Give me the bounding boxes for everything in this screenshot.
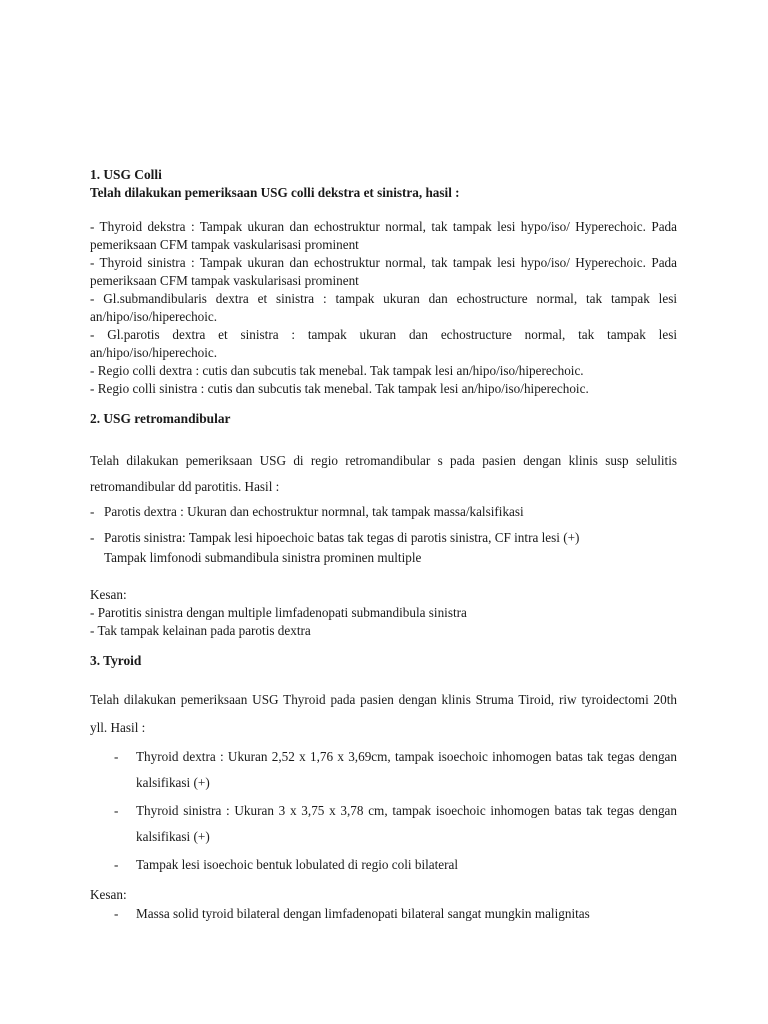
list-dash: - — [114, 749, 119, 764]
list-dash: - — [114, 906, 119, 921]
list-item-text: Thyroid dextra : Ukuran 2,52 x 1,76 x 3,69cm, tampak isoechoic inhomogen batas tak tegas dengan kalsifikasi (+) — [136, 749, 677, 790]
section-2-conclusion — [90, 586, 677, 640]
document-page — [90, 166, 677, 924]
conclusion-item: Massa solid tyroid bilateral dengan limfadenopati bilateral sangat mungkin malignitas — [136, 906, 590, 921]
section-1-subtitle: Telah dilakukan pemeriksaan USG colli dekstra et sinistra, hasil : — [90, 185, 460, 200]
section-3-findings — [90, 744, 677, 878]
section-3-intro: Telah dilakukan pemeriksaan USG Thyroid pada pasien dengan klinis Struma Tiroid, riw tyroidectomi 20th yll. Hasil : — [90, 692, 677, 735]
list-dash: - — [90, 530, 95, 545]
section-3-heading: 3. Tyroid — [90, 653, 142, 668]
conclusion-item: - Tak tampak kelainan pada parotis dextra — [90, 623, 311, 638]
conclusion-label: Kesan: — [90, 887, 127, 902]
list-item — [90, 502, 677, 522]
section-2-heading: 2. USG retromandibular — [90, 411, 231, 426]
list-item — [90, 744, 677, 796]
section-tyroid — [90, 652, 677, 924]
section-2-findings — [90, 502, 677, 568]
section-1-findings — [90, 218, 677, 398]
list-item-text: Thyroid sinistra : Ukuran 3 x 3,75 x 3,78 cm, tampak isoechoic inhomogen batas tak tegas dengan kalsifikasi (+) — [136, 803, 677, 844]
section-usg-retromandibular — [90, 410, 677, 640]
list-dash: - — [114, 803, 119, 818]
conclusion-item: - Parotitis sinistra dengan multiple limfadenopati submandibula sinistra — [90, 605, 467, 620]
section-1-heading: 1. USG Colli — [90, 167, 162, 182]
list-item-text: Tampak lesi isoechoic bentuk lobulated di regio coli bilateral — [136, 857, 459, 872]
list-dash: - — [90, 504, 95, 519]
list-item — [90, 904, 677, 924]
conclusion-list — [90, 904, 677, 924]
list-item-text: Parotis dextra : Ukuran dan echostruktur normnal, tak tampak massa/kalsifikasi — [104, 504, 524, 519]
conclusion-label: Kesan: — [90, 587, 127, 602]
finding-item: - Regio colli dextra : cutis dan subcutis tak menebal. Tak tampak lesi an/hipo/iso/hiperechoic. — [90, 363, 584, 378]
finding-item: - Gl.parotis dextra et sinistra : tampak ukuran dan echostructure normal, tak tampak lesi an/hipo/iso/hiperechoic. — [90, 327, 677, 360]
list-item-text: Parotis sinistra: Tampak lesi hipoechoic batas tak tegas di parotis sinistra, CF intra lesi (+) Tampak limfonodi submandibula sinistra prominen multiple — [104, 530, 580, 565]
finding-item: - Regio colli sinistra : cutis dan subcutis tak menebal. Tak tampak lesi an/hipo/iso/hiperechoic. — [90, 381, 589, 396]
finding-item: - Gl.submandibularis dextra et sinistra : tampak ukuran dan echostructure normal, tak tampak lesi an/hipo/iso/hiperechoic. — [90, 291, 677, 324]
list-item — [90, 528, 677, 568]
section-3-conclusion — [90, 886, 677, 924]
section-2-intro: Telah dilakukan pemeriksaan USG di regio retromandibular s pada pasien dengan klinis susp selulitis retromandibular dd parotitis. Hasil : — [90, 453, 677, 494]
list-item — [90, 798, 677, 850]
list-item — [90, 852, 677, 878]
finding-item: - Thyroid sinistra : Tampak ukuran dan echostruktur normal, tak tampak lesi hypo/iso/ Hyperechoic. Pada pemeriksaan CFM tampak vaskularisasi prominent — [90, 255, 677, 288]
list-dash: - — [114, 857, 119, 872]
section-usg-colli — [90, 166, 677, 398]
finding-item: - Thyroid dekstra : Tampak ukuran dan echostruktur normal, tak tampak lesi hypo/iso/ Hyperechoic. Pada pemeriksaan CFM tampak vaskularisasi prominent — [90, 219, 677, 252]
